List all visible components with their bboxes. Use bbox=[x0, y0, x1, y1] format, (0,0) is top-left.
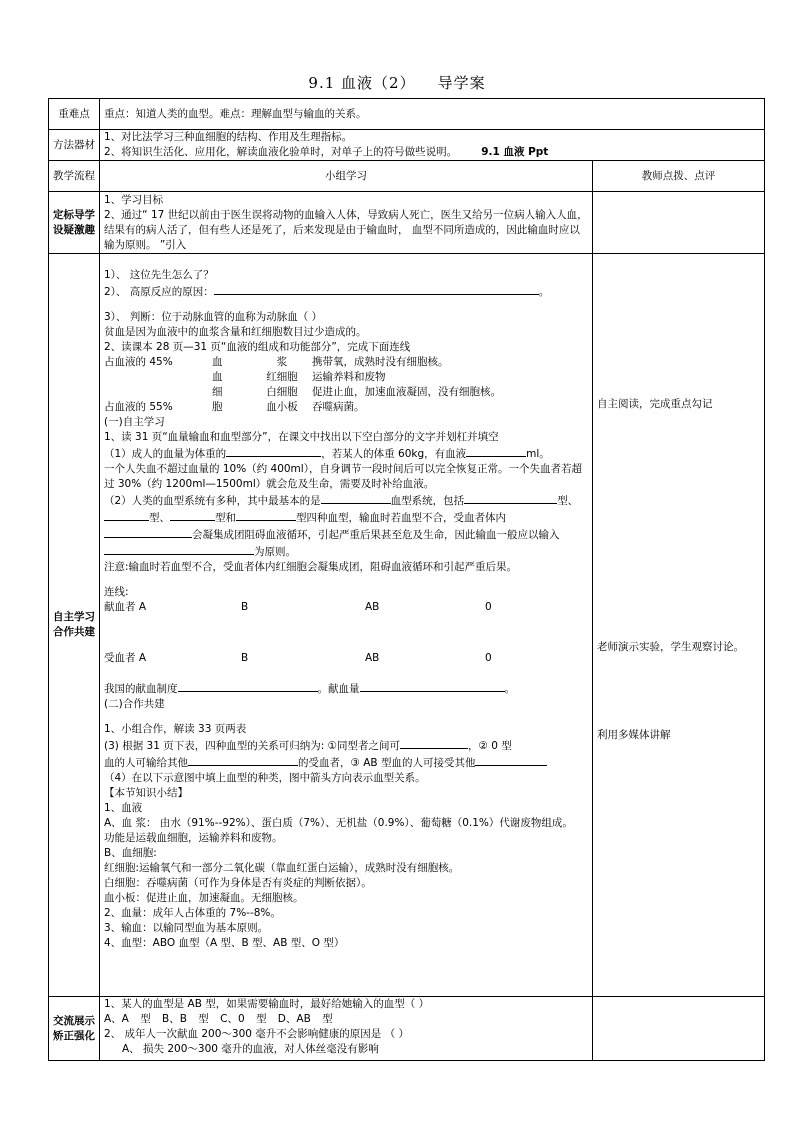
methods-line2: 2、将知识生活化、应用化，解读血液化验单时，对单子上的符号做些说明。 9.1 血液 Ppt bbox=[104, 146, 549, 158]
self-study-content bbox=[100, 254, 593, 997]
exchange-q2a: A、 损失 200～300 毫升的血液，对人体丝毫没有影响 bbox=[122, 1043, 379, 1055]
blank-p2-7[interactable] bbox=[104, 526, 192, 538]
goal-text bbox=[100, 192, 593, 254]
p2-para: （2）人类的血型系统有多种，其中最基本的是 血型系统，包括 型、型、 型和 型四种血型，输血时若血型不合，受血者体内会凝集成团阻碍血液循环，引起严重后果甚至危及生命，因此输血一般应以输入为原则。 bbox=[104, 492, 588, 560]
summary-7: 血小板：促进止血，加速凝血。无细胞核。 bbox=[104, 892, 304, 904]
blank-p1-2[interactable] bbox=[466, 445, 526, 457]
row-exchange bbox=[49, 997, 765, 1061]
blank-p2-1[interactable] bbox=[321, 492, 391, 504]
read-instruction: 2、读课本 28 页—31 页“血液的组成和功能部分”，完成下面连线 bbox=[104, 341, 411, 353]
summary-10: 4、血型：ABO 血型（A 型、B 型、AB 型、O 型） bbox=[104, 937, 345, 949]
ppt-label: 9.1 血液 Ppt bbox=[481, 146, 549, 158]
summary-9: 3、输血：以输同型血为基本原则。 bbox=[104, 922, 269, 934]
page-title bbox=[0, 72, 794, 93]
match-block bbox=[104, 355, 588, 415]
row-flow bbox=[49, 161, 765, 192]
label-goal: 定标导学设疑激趣 bbox=[49, 192, 100, 254]
row-self-study bbox=[49, 254, 765, 997]
label-key-points: 重难点 bbox=[49, 99, 100, 130]
q1: 1）、 这位先生怎么了？ bbox=[104, 269, 214, 281]
summary-2: A、血 浆： 由水（91%--92%）、蛋白质（7%）、无机盐（0.9%）、葡萄糖（0.1%）代谢废物组成。 bbox=[104, 817, 573, 829]
flow-teacher: 教师点拨、点评 bbox=[593, 161, 765, 192]
match-row-2: 血 红细胞 运输养料和废物 bbox=[212, 371, 386, 383]
blank-p2-8[interactable] bbox=[104, 543, 254, 555]
summary-1: 1、血液 bbox=[104, 802, 143, 814]
summary-8: 2、血量：成年人占体重的 7%--8%。 bbox=[104, 907, 281, 919]
exchange-notes bbox=[593, 997, 765, 1061]
blank-donation-2[interactable] bbox=[360, 680, 505, 692]
key-points-text: 重点：知道人类的血型。难点：理解血型与输血的关系。 bbox=[100, 99, 765, 130]
coop-3: （4）在以下示意图中填上血型的种类，图中箭头方向表示血型关系。 bbox=[104, 772, 426, 784]
label-self-study: 自主学习合作共建 bbox=[49, 254, 100, 997]
recipient-row: 受血者 A B AB 0 bbox=[104, 652, 492, 664]
match-row-3: 细 白细胞 促进止血，加速血液凝固，没有细胞核。 bbox=[212, 386, 501, 398]
caution-note: 注意:输血时若血型不合，受血者体内红细胞会凝集成团，阻碍血液循环和引起严重后果。 bbox=[104, 561, 518, 573]
exchange-content bbox=[100, 997, 593, 1061]
flow-group: 小组学习 bbox=[100, 161, 593, 192]
section-self: (一)自主学习 bbox=[104, 416, 165, 428]
self-study-notes bbox=[593, 254, 765, 997]
blank-p2-5[interactable] bbox=[170, 509, 215, 521]
q3: 3）、 判断：位于动脉血管的血称为动脉血（ ） bbox=[104, 311, 323, 323]
title-sub: 导学案 bbox=[437, 74, 486, 92]
goal-line1: 1、学习目标 bbox=[104, 194, 164, 206]
methods-text bbox=[100, 130, 765, 161]
exchange-q2: 2、 成年人一次献血 200～300 毫升不会影响健康的原因是 （ ） bbox=[104, 1028, 409, 1040]
q3b: 贫血是因为血液中的血浆含量和红细胞数目过少造成的。 bbox=[104, 326, 367, 338]
p1-detail: 一个人失血不超过血量的 10%（约 400ml），自身调节一段时间后可以完全恢复正常。一个失血者若超过 30%（约 1200ml—1500ml）就会危及生命，需要及时补给血液。 bbox=[104, 463, 582, 490]
summary-4: B、血细胞: bbox=[104, 847, 157, 859]
donor-row: 献血者 A B AB 0 bbox=[104, 601, 492, 613]
note-read: 自主阅读，完成重点勾记 bbox=[597, 398, 713, 410]
coop-2: (3) 根据 31 页下表，四种血型的关系可归纳为: ①同型者之间可 ，② 0 型 bbox=[104, 737, 588, 754]
match-row-4: 占血液的 55% 胞 血小板 吞噬病菌。 bbox=[104, 401, 365, 413]
methods-line1: 1、对比法学习三种血细胞的结构、作用及生理指标。 bbox=[104, 131, 353, 143]
blank-c2-3[interactable] bbox=[475, 754, 547, 766]
row-goal bbox=[49, 192, 765, 254]
blank-p2-4[interactable] bbox=[104, 509, 149, 521]
title-main: 9.1 血液（2） bbox=[308, 74, 416, 92]
blank-q2[interactable] bbox=[214, 283, 539, 295]
blank-c2-1[interactable] bbox=[400, 737, 468, 749]
coop-2b: 血的人可输给其他 的受血者，③ AB 型血的人可接受其他 bbox=[104, 754, 588, 771]
blank-donation-1[interactable] bbox=[178, 680, 318, 692]
exchange-options: A、A 型 B、B 型 C、0 型 D、AB 型 bbox=[104, 1013, 333, 1025]
summary-3: 功能是运载血细胞，运输养料和废物。 bbox=[104, 832, 283, 844]
blank-p2-6[interactable] bbox=[236, 509, 296, 521]
label-methods: 方法器材 bbox=[49, 130, 100, 161]
link-label: 连线: bbox=[104, 586, 129, 598]
row-key-points bbox=[49, 99, 765, 130]
p1-line: （1）成人的血量为体重的 ，若某人的体重 60kg，有血液 ml。 bbox=[104, 445, 588, 462]
blank-p2-3[interactable] bbox=[512, 492, 557, 504]
goal-para: 2、通过“ 17 世纪以前由于医生误将动物的血输入人体，导致病人死亡，医生又给另一位病人输入人血，结果有的病人活了，但有些人还是死了，后来发现是由于输血时， 血型不同所造成的，因此输血时应以输为原则。 ”引入 bbox=[104, 209, 588, 251]
donation-line: 我国的献血制度 。献血量 。 bbox=[104, 680, 588, 697]
read2-instruction: 1、读 31 页“血量输血和血型部分”，在课文中找出以下空白部分的文字并划杠并填空 bbox=[104, 431, 499, 443]
lesson-table bbox=[48, 98, 765, 1061]
q2: 2）、 高原反应的原因： 。 bbox=[104, 283, 588, 300]
section-cooperate: (二)合作共建 bbox=[104, 698, 165, 710]
summary-title: 【本节知识小结】 bbox=[104, 787, 188, 799]
label-flow: 教学流程 bbox=[49, 161, 100, 192]
label-exchange: 交流展示矫正强化 bbox=[49, 997, 100, 1061]
blank-p1-1[interactable] bbox=[226, 445, 321, 457]
blank-c2-2[interactable] bbox=[188, 754, 298, 766]
goal-note bbox=[593, 192, 765, 254]
note-media: 利用多媒体讲解 bbox=[597, 729, 671, 741]
note-demo: 老师演示实验，学生观察讨论。 bbox=[597, 641, 744, 653]
exchange-q1: 1、某人的血型是 AB 型，如果需要输血时，最好给她输入的血型（ ） bbox=[104, 998, 430, 1010]
coop-1: 1、小组合作，解读 33 页两表 bbox=[104, 723, 247, 735]
summary-5: 红细胞:运输氧气和一部分二氧化碳（靠血红蛋白运输），成熟时没有细胞核。 bbox=[104, 862, 460, 874]
row-methods bbox=[49, 130, 765, 161]
match-row-1: 占血液的 45% 血 浆 携带氧，成熟时没有细胞核。 bbox=[104, 356, 449, 368]
summary-6: 白细胞：吞噬病菌（可作为身体是否有炎症的判断依据）。 bbox=[104, 877, 372, 889]
blank-p2-2[interactable] bbox=[464, 492, 512, 504]
